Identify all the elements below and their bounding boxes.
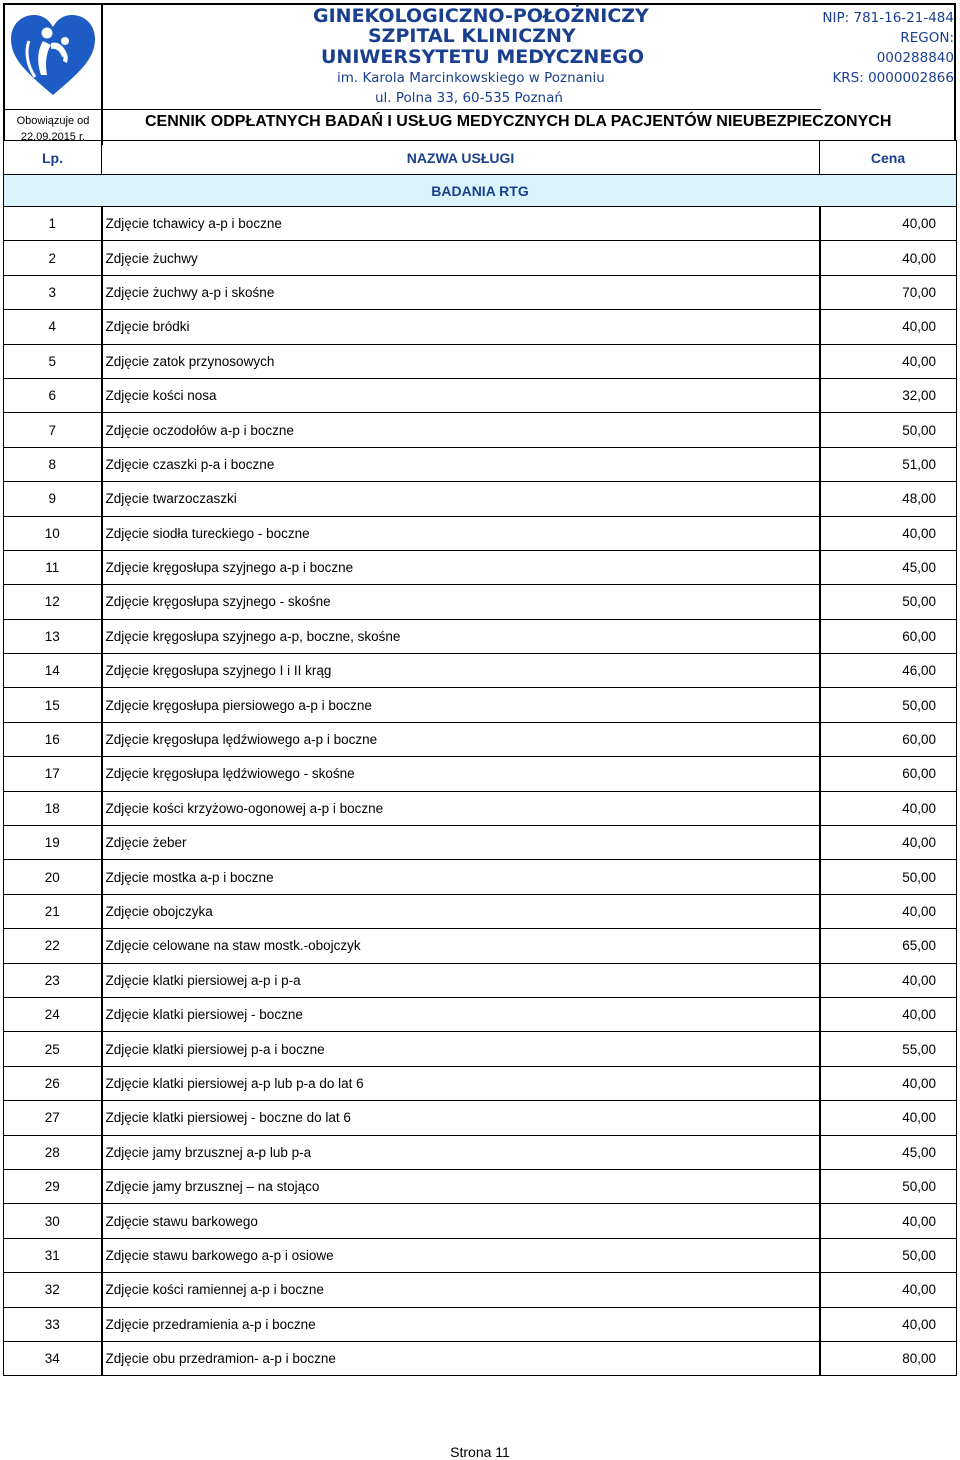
service-price: 45,00 xyxy=(820,550,957,584)
service-name: Zdjęcie żuchwy xyxy=(102,241,820,275)
service-price: 40,00 xyxy=(820,1066,957,1100)
service-price: 40,00 xyxy=(820,826,957,860)
service-name: Zdjęcie klatki piersiowej - boczne do lat 6 xyxy=(102,1101,820,1135)
row-number: 33 xyxy=(4,1307,102,1341)
table-header-row xyxy=(4,141,957,175)
service-price: 50,00 xyxy=(820,688,957,722)
service-name: Zdjęcie stawu barkowego xyxy=(102,1204,820,1238)
table-row xyxy=(4,378,957,412)
table-row xyxy=(4,1341,957,1375)
row-number: 2 xyxy=(4,241,102,275)
service-price: 60,00 xyxy=(820,619,957,653)
service-price: 40,00 xyxy=(820,241,957,275)
hospital-name-line2: SZPITAL KLINICZNY xyxy=(368,25,576,47)
table-row xyxy=(4,1273,957,1307)
logo-cell xyxy=(5,5,103,145)
service-price: 50,00 xyxy=(820,585,957,619)
service-name: Zdjęcie stawu barkowego a-p i osiowe xyxy=(102,1238,820,1272)
column-header-price: Cena xyxy=(820,141,957,175)
heart-mother-child-icon xyxy=(7,11,99,103)
valid-label: Obowiązuje od xyxy=(16,115,90,127)
row-number: 31 xyxy=(4,1238,102,1272)
service-price: 40,00 xyxy=(820,894,957,928)
table-row xyxy=(4,1032,957,1066)
row-number: 29 xyxy=(4,1169,102,1203)
row-number: 8 xyxy=(4,447,102,481)
service-price: 50,00 xyxy=(820,1169,957,1203)
document-header xyxy=(3,3,956,143)
table-row xyxy=(4,722,957,756)
row-number: 7 xyxy=(4,413,102,447)
row-number: 28 xyxy=(4,1135,102,1169)
service-name: Zdjęcie obojczyka xyxy=(102,894,820,928)
service-price: 60,00 xyxy=(820,757,957,791)
service-name: Zdjęcie klatki piersiowej a-p i p-a xyxy=(102,963,820,997)
service-price: 50,00 xyxy=(820,413,957,447)
document-title: CENNIK ODPŁATNYCH BADAŃ I USŁUG MEDYCZNYCH DLA PACJENTÓW NIEUBEZPIECZONYCH xyxy=(145,113,892,130)
regon-number: REGON: 000288840 xyxy=(876,30,954,66)
service-price: 40,00 xyxy=(820,1204,957,1238)
service-price: 40,00 xyxy=(820,1307,957,1341)
table-row xyxy=(4,757,957,791)
table-row xyxy=(4,275,957,309)
service-name: Zdjęcie kręgosłupa lędźwiowego - skośne xyxy=(102,757,820,791)
service-name: Zdjęcie zatok przynosowych xyxy=(102,344,820,378)
service-name: Zdjęcie jamy brzusznej – na stojąco xyxy=(102,1169,820,1203)
service-price: 51,00 xyxy=(820,447,957,481)
service-price: 60,00 xyxy=(820,722,957,756)
service-name: Zdjęcie kręgosłupa piersiowego a-p i boczne xyxy=(102,688,820,722)
table-row xyxy=(4,1238,957,1272)
service-name: Zdjęcie jamy brzusznej a-p lub p-a xyxy=(102,1135,820,1169)
service-name: Zdjęcie kręgosłupa szyjnego I i II krąg xyxy=(102,654,820,688)
row-number: 18 xyxy=(4,791,102,825)
table-row xyxy=(4,688,957,722)
table-row xyxy=(4,585,957,619)
krs-number: KRS: 0000002866 xyxy=(832,70,954,86)
service-price: 50,00 xyxy=(820,860,957,894)
service-name: Zdjęcie oczodołów a-p i boczne xyxy=(102,413,820,447)
service-price: 40,00 xyxy=(820,791,957,825)
service-name: Zdjęcie klatki piersiowej - boczne xyxy=(102,997,820,1031)
row-number: 19 xyxy=(4,826,102,860)
table-row xyxy=(4,619,957,653)
table-row xyxy=(4,654,957,688)
row-number: 11 xyxy=(4,550,102,584)
table-row xyxy=(4,1307,957,1341)
table-row xyxy=(4,929,957,963)
table-row xyxy=(4,241,957,275)
row-number: 16 xyxy=(4,722,102,756)
table-row xyxy=(4,826,957,860)
service-name: Zdjęcie klatki piersiowej a-p lub p-a do lat 6 xyxy=(102,1066,820,1100)
row-number: 12 xyxy=(4,585,102,619)
service-price: 55,00 xyxy=(820,1032,957,1066)
table-row xyxy=(4,1169,957,1203)
section-header-row xyxy=(4,175,957,207)
hospital-name-line3: UNIWERSYTETU MEDYCZNEGO xyxy=(321,46,645,68)
table-row xyxy=(4,344,957,378)
service-price: 40,00 xyxy=(820,997,957,1031)
service-name: Zdjęcie celowane na staw mostk.-obojczyk xyxy=(102,929,820,963)
service-name: Zdjęcie twarzoczaszki xyxy=(102,482,820,516)
column-header-name: NAZWA USŁUGI xyxy=(102,141,820,175)
table-row xyxy=(4,1101,957,1135)
service-name: Zdjęcie klatki piersiowej p-a i boczne xyxy=(102,1032,820,1066)
service-price: 50,00 xyxy=(820,1238,957,1272)
row-number: 4 xyxy=(4,310,102,344)
row-number: 15 xyxy=(4,688,102,722)
validity-note xyxy=(5,110,101,145)
row-number: 32 xyxy=(4,1273,102,1307)
table-row xyxy=(4,447,957,481)
service-name: Zdjęcie czaszki p-a i boczne xyxy=(102,447,820,481)
table-row xyxy=(4,1135,957,1169)
service-name: Zdjęcie bródki xyxy=(102,310,820,344)
service-name: Zdjęcie kości nosa xyxy=(102,378,820,412)
table-row xyxy=(4,413,957,447)
table-row xyxy=(4,482,957,516)
row-number: 20 xyxy=(4,860,102,894)
service-name: Zdjęcie przedramienia a-p i boczne xyxy=(102,1307,820,1341)
row-number: 26 xyxy=(4,1066,102,1100)
table-row xyxy=(4,1066,957,1100)
price-table xyxy=(3,140,957,1376)
row-number: 3 xyxy=(4,275,102,309)
table-row xyxy=(4,791,957,825)
table-row xyxy=(4,860,957,894)
row-number: 13 xyxy=(4,619,102,653)
service-name: Zdjęcie kręgosłupa szyjnego - skośne xyxy=(102,585,820,619)
row-number: 9 xyxy=(4,482,102,516)
service-price: 80,00 xyxy=(820,1341,957,1375)
service-price: 70,00 xyxy=(820,275,957,309)
row-number: 17 xyxy=(4,757,102,791)
service-name: Zdjęcie kręgosłupa szyjnego a-p, boczne, skośne xyxy=(102,619,820,653)
service-price: 40,00 xyxy=(820,1273,957,1307)
hospital-name-line1: GINEKOLOGICZNO-POŁOŻNICZY xyxy=(313,5,649,27)
table-row xyxy=(4,894,957,928)
table-row xyxy=(4,1204,957,1238)
service-name: Zdjęcie siodła tureckiego - boczne xyxy=(102,516,820,550)
hospital-logo xyxy=(5,5,101,110)
service-price: 40,00 xyxy=(820,516,957,550)
row-number: 25 xyxy=(4,1032,102,1066)
service-name: Zdjęcie tchawicy a-p i boczne xyxy=(102,207,820,241)
table-row xyxy=(4,963,957,997)
table-row xyxy=(4,310,957,344)
header-divider xyxy=(103,109,821,110)
row-number: 23 xyxy=(4,963,102,997)
service-name: Zdjęcie kości krzyżowo-ogonowej a-p i boczne xyxy=(102,791,820,825)
nip-number: NIP: 781-16-21-484 xyxy=(822,10,954,26)
row-number: 10 xyxy=(4,516,102,550)
row-number: 14 xyxy=(4,654,102,688)
service-price: 45,00 xyxy=(820,1135,957,1169)
service-price: 48,00 xyxy=(820,482,957,516)
row-number: 30 xyxy=(4,1204,102,1238)
service-name: Zdjęcie kręgosłupa lędźwiowego a-p i boczne xyxy=(102,722,820,756)
hospital-address: ul. Polna 33, 60-535 Poznań xyxy=(375,90,563,106)
page-number: Strona 11 xyxy=(450,1444,510,1460)
service-name: Zdjęcie żuchwy a-p i skośne xyxy=(102,275,820,309)
row-number: 5 xyxy=(4,344,102,378)
service-name: Zdjęcie żeber xyxy=(102,826,820,860)
hospital-name-line4: im. Karola Marcinkowskiego w Poznaniu xyxy=(337,70,605,86)
table-row xyxy=(4,516,957,550)
service-name: Zdjęcie kręgosłupa szyjnego a-p i boczne xyxy=(102,550,820,584)
service-price: 32,00 xyxy=(820,378,957,412)
service-price: 40,00 xyxy=(820,344,957,378)
table-row xyxy=(4,550,957,584)
table-row xyxy=(4,997,957,1031)
service-name: Zdjęcie mostka a-p i boczne xyxy=(102,860,820,894)
service-price: 65,00 xyxy=(820,929,957,963)
row-number: 27 xyxy=(4,1101,102,1135)
row-number: 1 xyxy=(4,207,102,241)
service-price: 40,00 xyxy=(820,1101,957,1135)
row-number: 24 xyxy=(4,997,102,1031)
service-price: 40,00 xyxy=(820,963,957,997)
service-name: Zdjęcie kości ramiennej a-p i boczne xyxy=(102,1273,820,1307)
column-header-lp: Lp. xyxy=(4,141,102,175)
row-number: 6 xyxy=(4,378,102,412)
row-number: 21 xyxy=(4,894,102,928)
valid-date: 22.09.2015 r. xyxy=(20,131,86,143)
section-title: BADANIA RTG xyxy=(4,175,957,207)
service-price: 46,00 xyxy=(820,654,957,688)
service-name: Zdjęcie obu przedramion- a-p i boczne xyxy=(102,1341,820,1375)
row-number: 22 xyxy=(4,929,102,963)
price-list-document xyxy=(3,3,956,1376)
service-price: 40,00 xyxy=(820,207,957,241)
table-row xyxy=(4,207,957,241)
row-number: 34 xyxy=(4,1341,102,1375)
service-price: 40,00 xyxy=(820,310,957,344)
